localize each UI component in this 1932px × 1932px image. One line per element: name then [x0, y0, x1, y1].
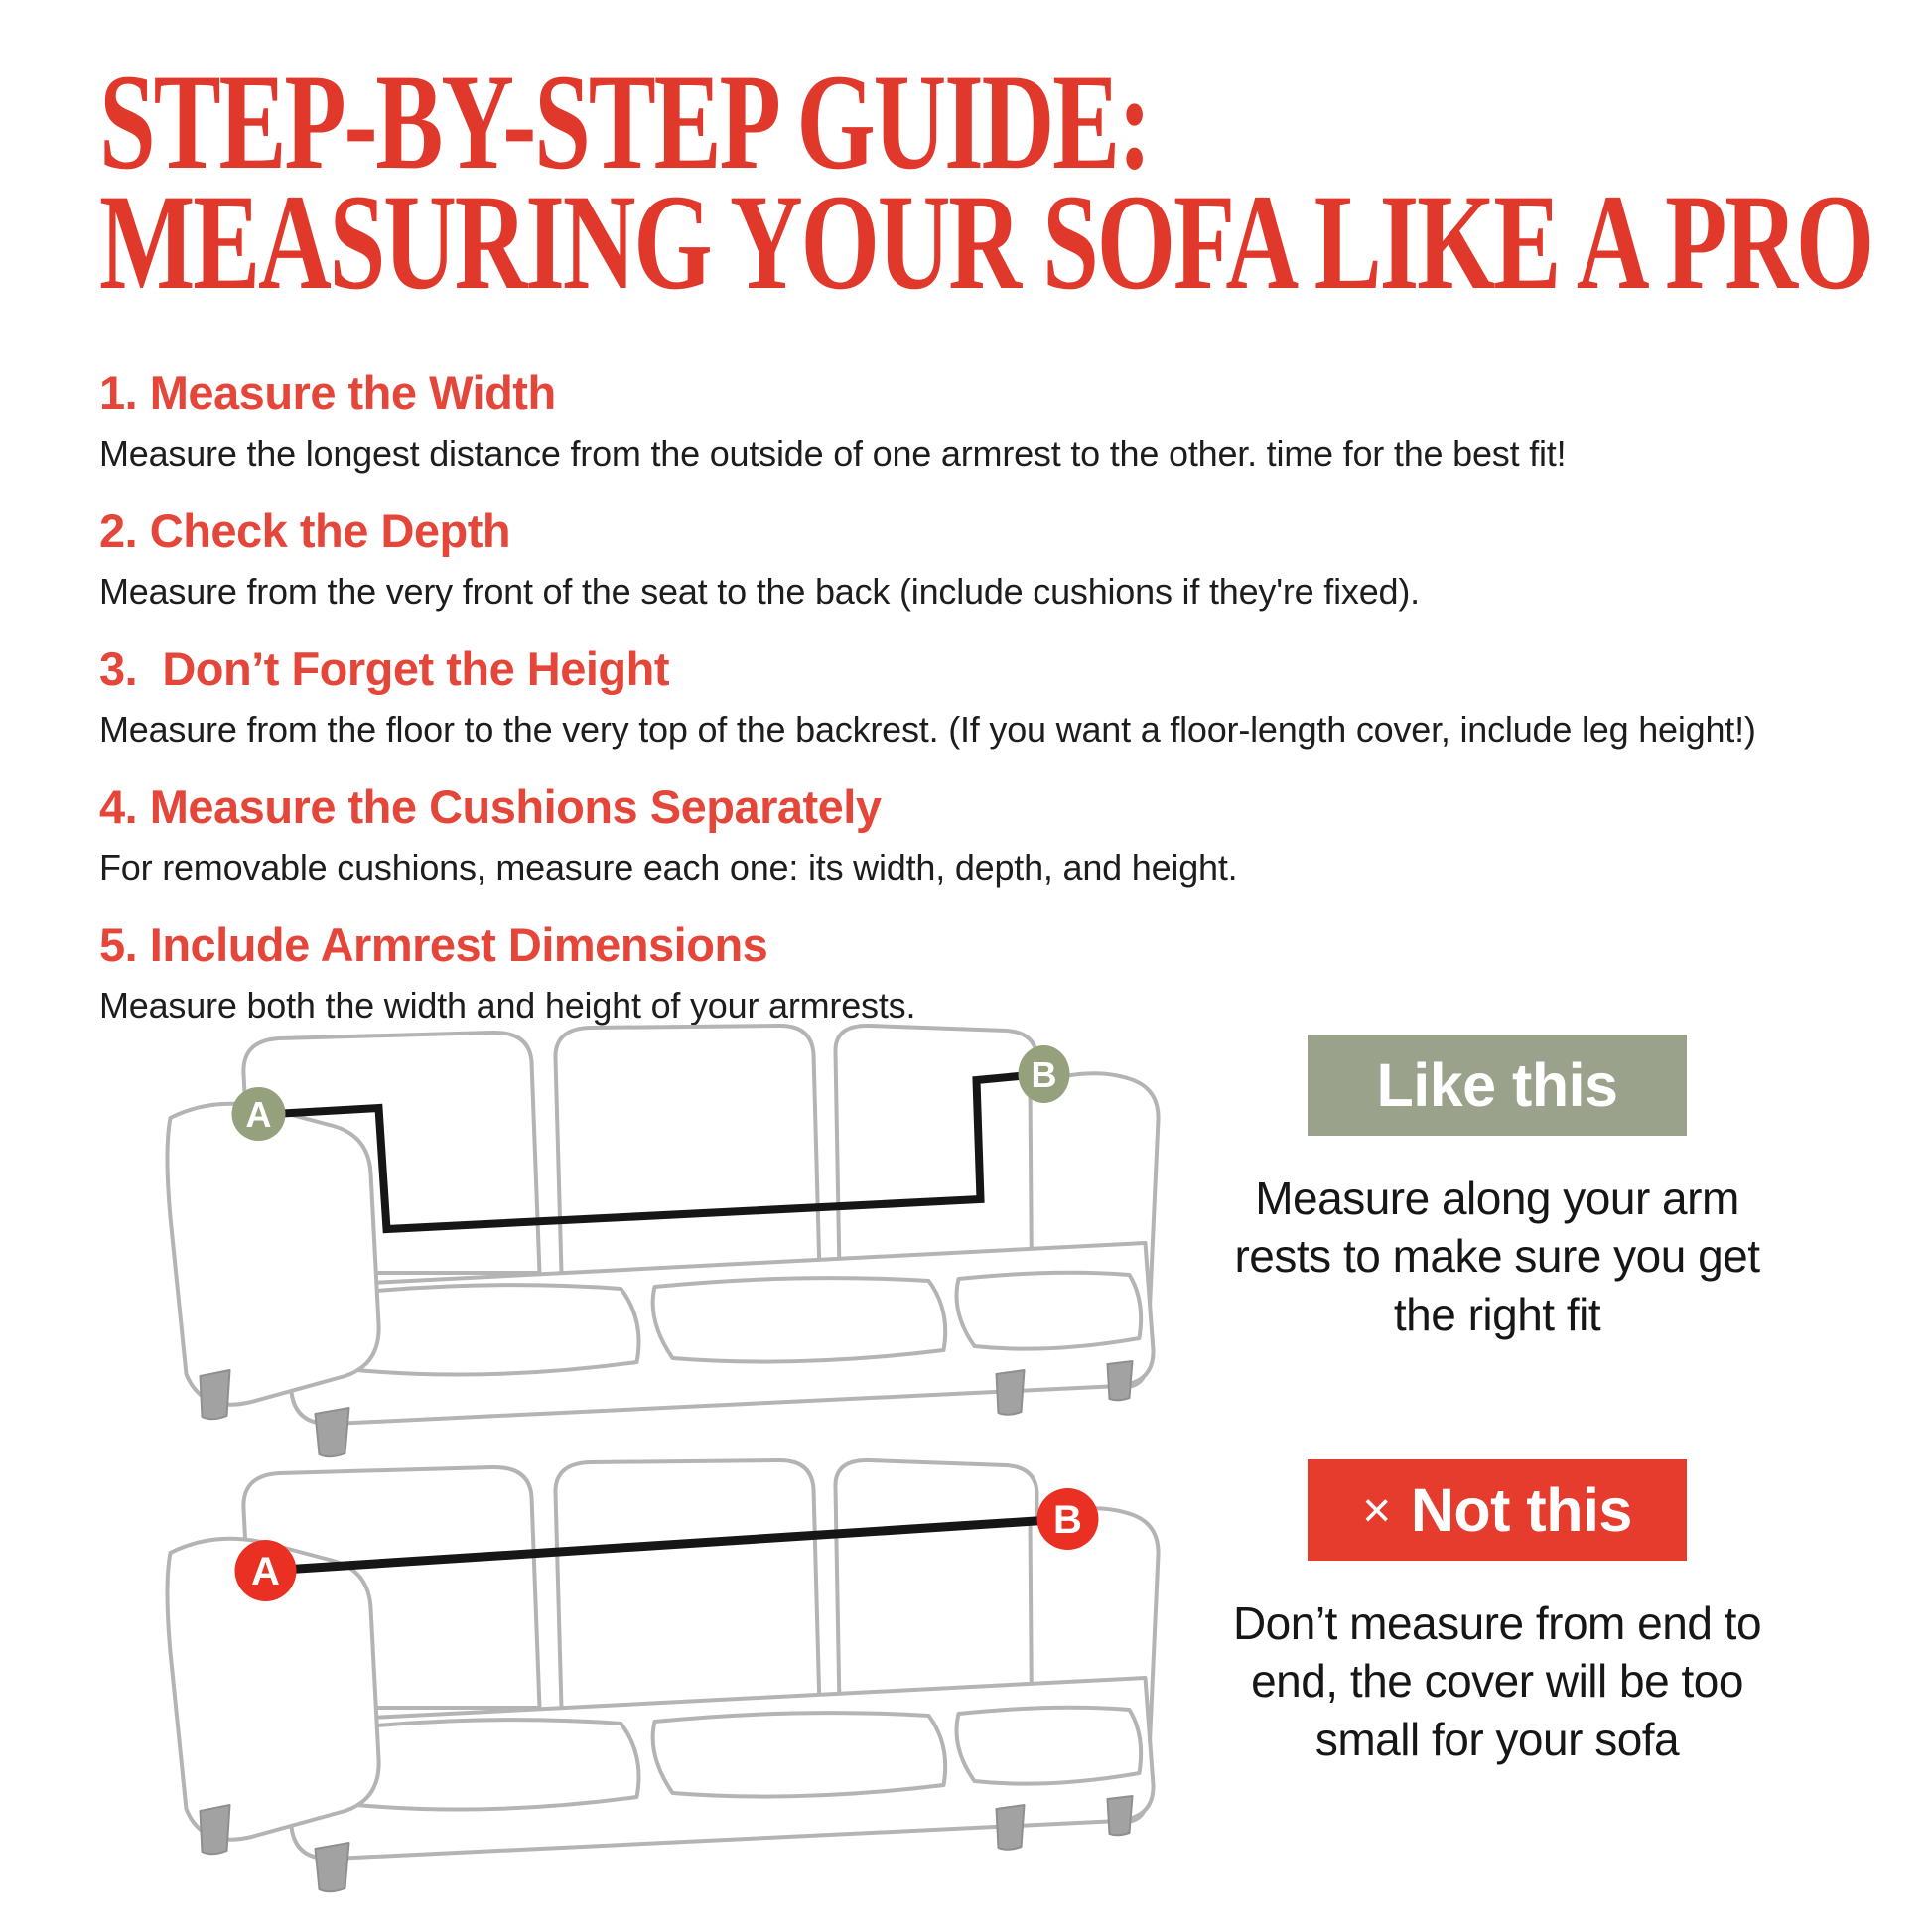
example-bad [1229, 1459, 1765, 1768]
sofa-leg [201, 1370, 230, 1419]
marker-b-good [1019, 1045, 1070, 1103]
step-3-body: Measure from the floor to the very top of the backrest. (If you want a floor-length cover, include leg height!) [99, 709, 1756, 750]
sofa-leg [316, 1843, 349, 1891]
marker-a-good [232, 1087, 286, 1141]
steps-list [99, 365, 1896, 1055]
step-5-heading: 5. Include Armrest Dimensions [99, 918, 768, 971]
step-3 [99, 641, 1896, 751]
step-1-body: Measure the longest distance from the outside of one armrest to the other. time for the best fit! [99, 433, 1567, 474]
step-2-heading: 2. Check the Depth [99, 504, 511, 557]
step-4-heading: 4. Measure the Cushions Separately [99, 780, 882, 833]
not-this-description: Don’t measure from end to end, the cover will be too small for your sofa [1232, 1597, 1762, 1765]
x-icon: × [1362, 1482, 1391, 1538]
step-5 [99, 917, 1896, 1027]
sofa-leg [1108, 1361, 1133, 1400]
not-this-label: Not this [1410, 1476, 1632, 1544]
marker-a-label: A [251, 1550, 280, 1593]
sofa-leg [201, 1805, 230, 1854]
marker-a-label: A [245, 1094, 272, 1135]
step-1-heading: 1. Measure the Width [99, 366, 556, 419]
page-title [99, 46, 1872, 319]
like-this-label: Like this [1376, 1051, 1618, 1119]
sofa-line-art [168, 1026, 1159, 1456]
like-this-description: Measure along your arm rests to make sure you get the right fit [1234, 1173, 1760, 1340]
step-2-body: Measure from the very front of the seat to the back (include cushions if they're fixed). [99, 571, 1420, 612]
page-title-line2: MEASURING YOUR SOFA LIKE A PRO [99, 166, 1872, 319]
sofa-leg [997, 1805, 1025, 1850]
marker-b-bad [1037, 1488, 1099, 1550]
marker-b-label: B [1053, 1498, 1082, 1542]
sofa-illustration-bad [94, 1457, 1191, 1894]
not-this-badge [1308, 1459, 1687, 1561]
example-good [1229, 1035, 1765, 1343]
step-4-body: For removable cushions, measure each one: its width, depth, and height. [99, 847, 1238, 888]
sofa-illustration-good [94, 1023, 1191, 1459]
step-1 [99, 365, 1896, 475]
sofa-leg [1108, 1796, 1133, 1835]
marker-b-label: B [1031, 1054, 1057, 1095]
sofa-leg [316, 1408, 349, 1456]
marker-a-bad [235, 1540, 297, 1601]
like-this-badge [1308, 1035, 1687, 1136]
page-title-line1: STEP-BY-STEP GUIDE: [99, 46, 1150, 198]
sofa-leg [997, 1370, 1025, 1415]
step-5-body: Measure both the width and height of your armrests. [99, 985, 916, 1026]
step-4 [99, 779, 1896, 889]
step-3-heading: 3. Don’t Forget the Height [99, 642, 669, 695]
step-2 [99, 503, 1896, 613]
